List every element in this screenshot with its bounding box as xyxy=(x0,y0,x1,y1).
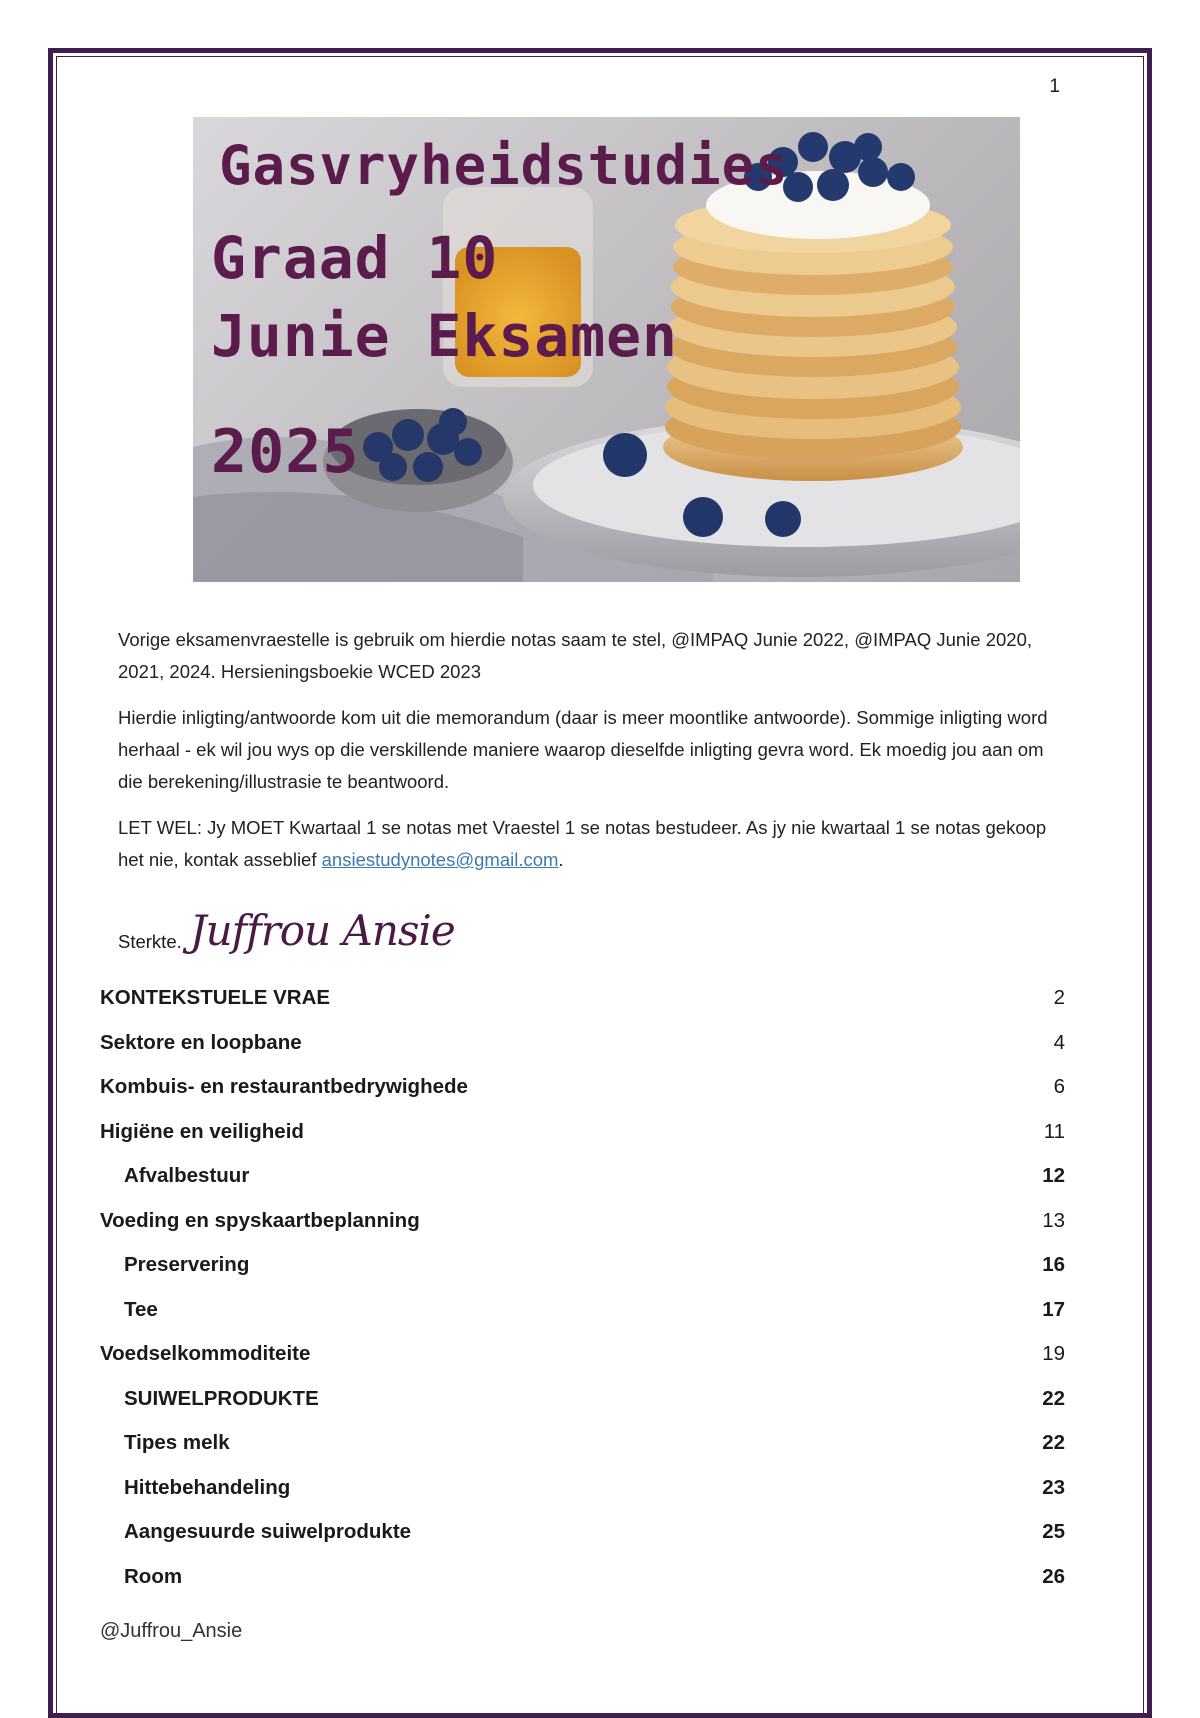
sign-off-label: Sterkte. xyxy=(118,931,182,952)
cover-title-grade: Graad 10 xyxy=(211,224,499,292)
toc-entry-label: Preservering xyxy=(124,1253,250,1276)
toc-entry[interactable] xyxy=(100,1201,1065,1246)
toc-entry-page: 11 xyxy=(1043,1119,1065,1143)
toc-entry-label: KONTEKSTUELE VRAE xyxy=(100,986,331,1009)
toc-entry-label: Aangesuurde suiwelprodukte xyxy=(124,1520,412,1543)
toc-entry-label: Tipes melk xyxy=(124,1431,230,1454)
intro-note-paragraph xyxy=(118,812,1058,876)
footer-handle: @Juffrou_Ansie xyxy=(100,1620,243,1642)
toc-entry-page: 19 xyxy=(1042,1342,1065,1365)
toc-entry-label: Room xyxy=(124,1564,183,1588)
cover-title-subject: Gasvryheidstudies xyxy=(219,134,789,197)
toc-entry-page: 4 xyxy=(1053,1030,1065,1054)
toc-entry-page: 13 xyxy=(1042,1208,1065,1232)
toc-entry[interactable] xyxy=(100,1156,1065,1201)
toc-entry-page: 23 xyxy=(1042,1475,1065,1499)
toc-entry-page: 2 xyxy=(1053,986,1065,1009)
toc-entry-page: 6 xyxy=(1053,1075,1065,1098)
toc-entry-label: Tee xyxy=(124,1297,158,1321)
toc-entry-label: Voedselkommoditeite xyxy=(100,1342,311,1365)
toc-entry[interactable] xyxy=(100,1290,1065,1335)
toc-entry[interactable] xyxy=(100,1512,1065,1557)
toc-entry-label: Sektore en loopbane xyxy=(100,1030,302,1054)
cover-image xyxy=(193,117,1020,582)
toc-entry[interactable] xyxy=(100,1468,1065,1513)
toc-entry[interactable] xyxy=(100,1067,1065,1112)
toc-entry[interactable] xyxy=(100,1557,1065,1602)
toc-entry-label: Afvalbestuur xyxy=(124,1164,250,1187)
note-text: LET WEL: Jy MOET Kwartaal 1 se notas met Vraestel 1 se notas bestudeer. As jy nie kwartaal 1 se notas gekoop het nie, kontak asseblief xyxy=(118,817,1047,870)
table-of-contents xyxy=(100,978,1065,1601)
toc-entry[interactable] xyxy=(100,1245,1065,1290)
intro-sources-paragraph: Vorige eksamenvraestelle is gebruik om hierdie notas saam te stel, @IMPAQ Junie 2022, @IMPAQ Junie 2020, 2021, 2024. Hersieningsboekie WCED 2023 xyxy=(118,629,1033,682)
toc-entry-page: 12 xyxy=(1042,1164,1065,1187)
intro-memo-paragraph: Hierdie inligting/antwoorde kom uit die memorandum (daar is meer moontlike antwoorde). Sommige inligting word herhaal - ek wil jou wys op die verskillende maniere waarop dieselfde inligting gevra word. Ek moedig jou aan om die berekening/illustrasie te beantwoord. xyxy=(118,707,1048,792)
toc-entry-label: Higiëne en veiligheid xyxy=(100,1119,304,1143)
email-link[interactable]: ansiestudynotes@gmail.com xyxy=(321,849,559,870)
toc-entry[interactable] xyxy=(100,1379,1065,1424)
toc-entry[interactable] xyxy=(100,1023,1065,1068)
toc-entry-label: Hittebehandeling xyxy=(124,1475,291,1499)
sign-off xyxy=(118,895,455,965)
toc-entry-label: Kombuis- en restaurantbedrywighede xyxy=(100,1075,468,1098)
toc-entry-page: 22 xyxy=(1042,1431,1065,1454)
toc-entry-page: 26 xyxy=(1042,1564,1065,1588)
toc-entry-label: SUIWELPRODUKTE xyxy=(124,1386,319,1410)
cover-title-exam: Junie Eksamen xyxy=(211,302,678,370)
toc-entry[interactable] xyxy=(100,978,1065,1023)
toc-entry-page: 25 xyxy=(1042,1520,1065,1543)
toc-entry[interactable] xyxy=(100,1423,1065,1468)
signature: Juffrou Ansie xyxy=(189,905,455,955)
note-text-end: . xyxy=(558,849,564,870)
page-number: 1 xyxy=(1049,76,1060,97)
toc-entry-page: 22 xyxy=(1042,1386,1065,1410)
toc-entry-page: 17 xyxy=(1042,1297,1065,1321)
cover-title-year: 2025 xyxy=(211,417,360,487)
toc-entry-label: Voeding en spyskaartbeplanning xyxy=(100,1208,420,1232)
toc-entry[interactable] xyxy=(100,1112,1065,1157)
toc-entry[interactable] xyxy=(100,1334,1065,1379)
toc-entry-page: 16 xyxy=(1042,1253,1065,1276)
